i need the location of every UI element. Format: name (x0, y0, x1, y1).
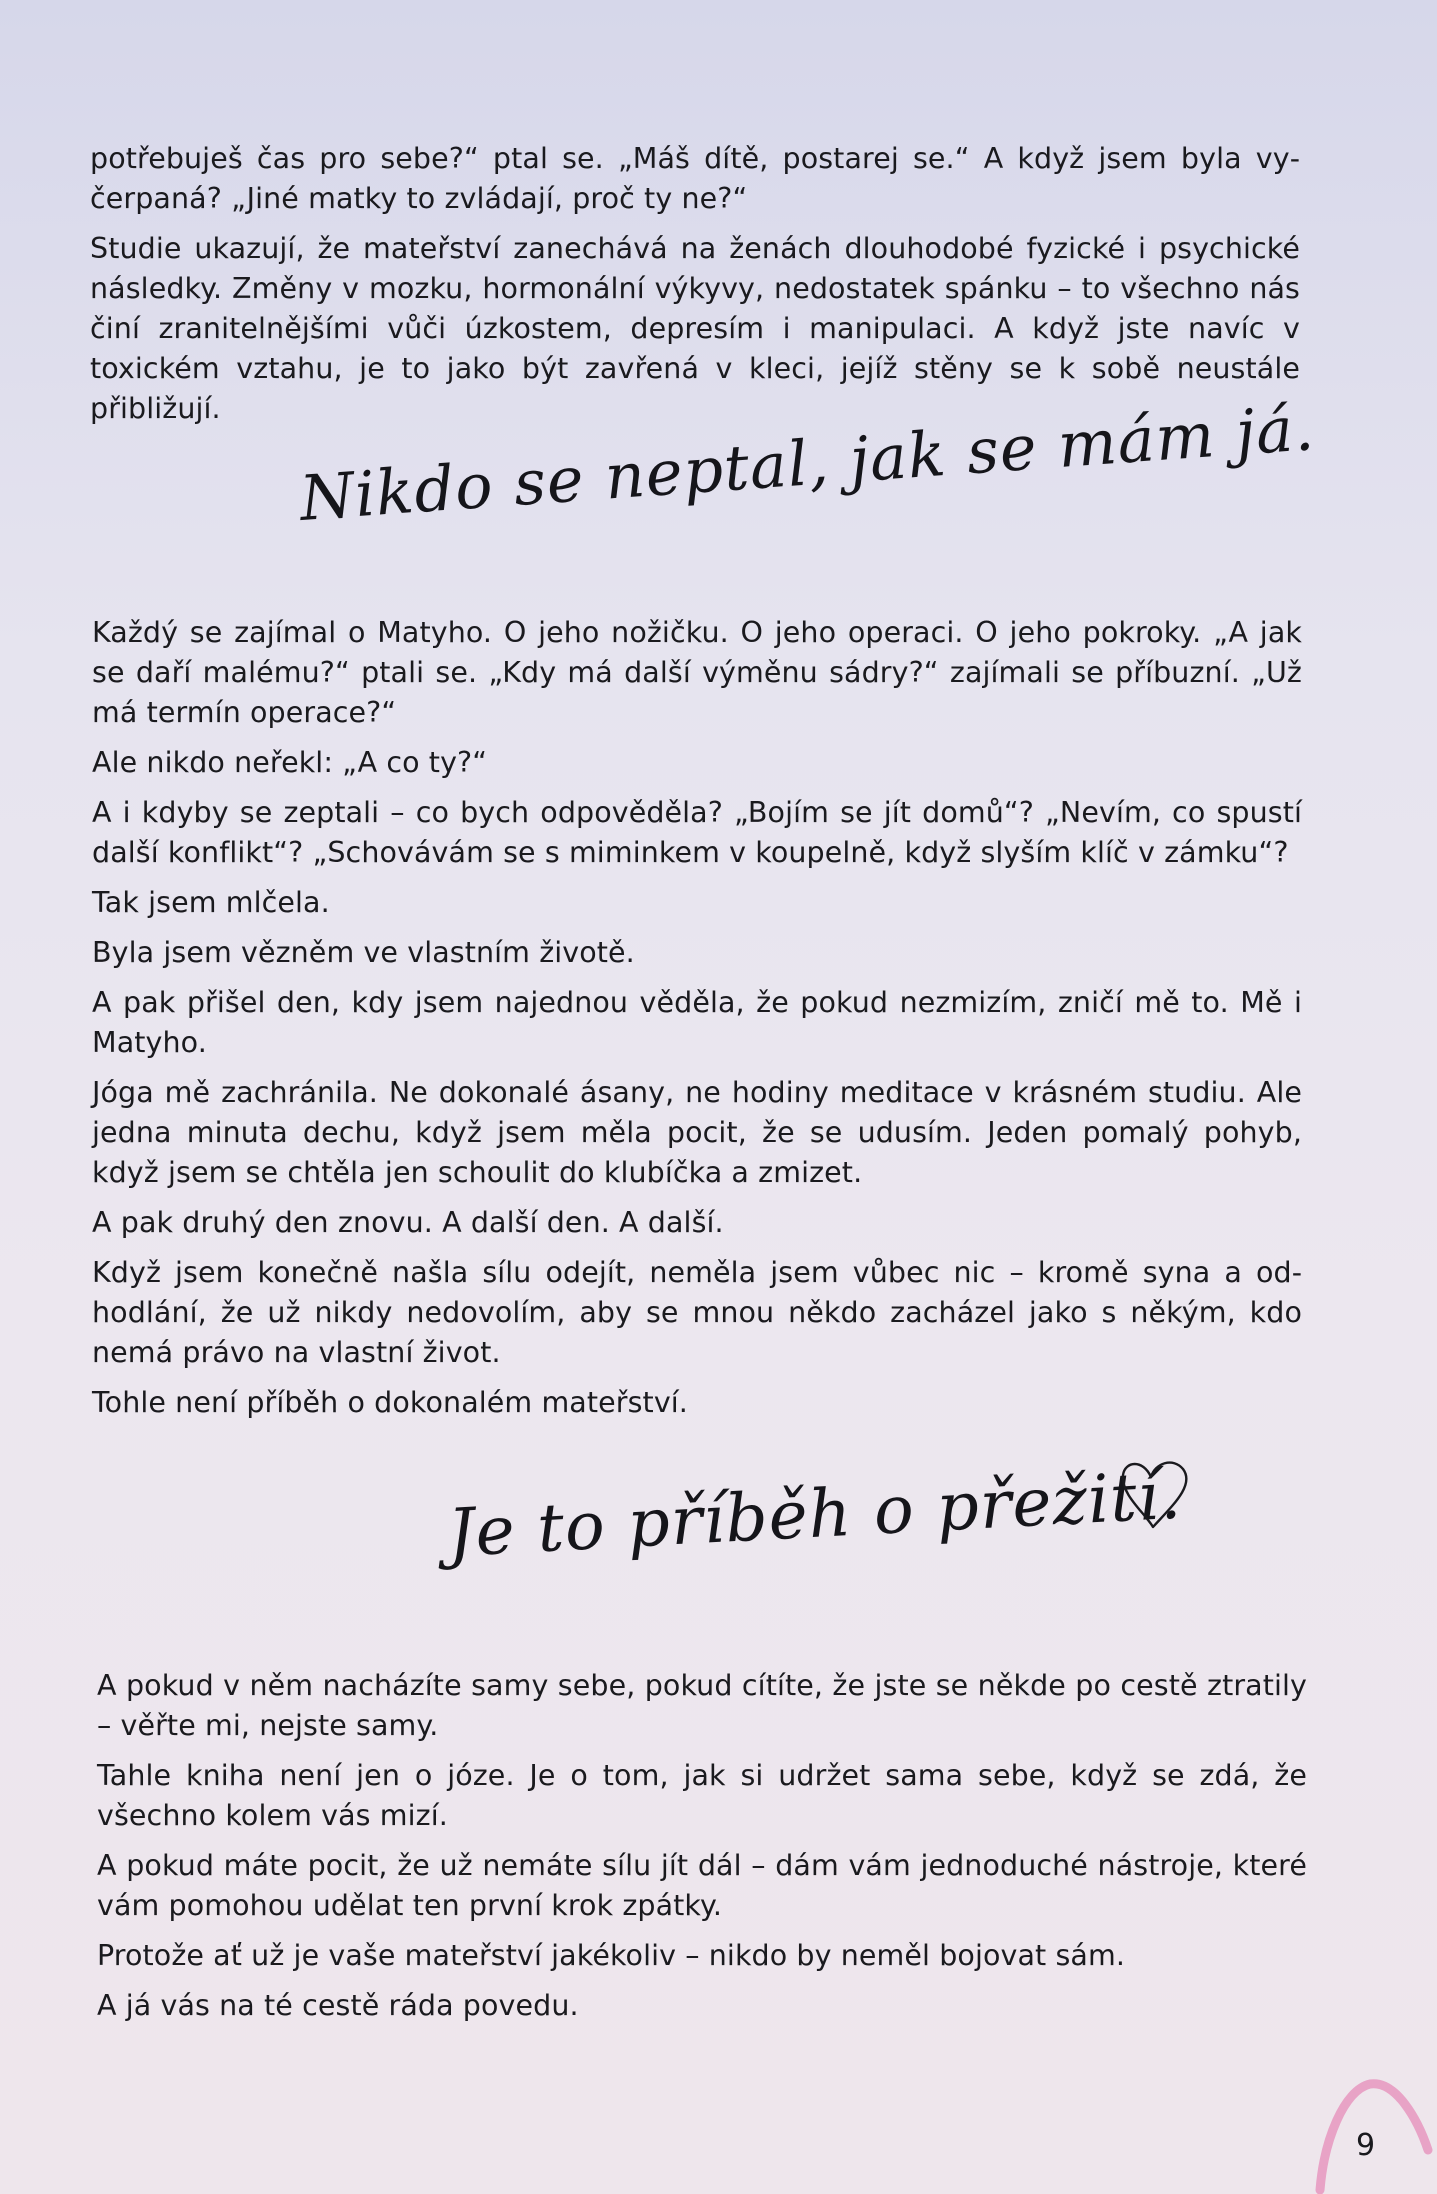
paragraph: Studie ukazují, že mateřství zanechává na ženách dlouhodobé fyzické i psychické následky. Změny v mozku, hormonální výkyvy, nedostatek spánku – to všechno nás činí zranitelnějšími vůči úzkostem, depresím i manipulaci. A když jste navíc v toxickém vztahu, je to jako být zavřená v kleci, jejíž stěny se k sobě neustále přibližují. (90, 232, 1300, 425)
text-section-2 (92, 613, 1302, 1433)
handwritten-quote-2: Je to příběh o přežití. (445, 1456, 1184, 1572)
paragraph: A pak přišel den, kdy jsem najednou věděla, že pokud nezmizím, zničí mě to. Mě i Matyho. (92, 986, 1302, 1059)
paragraph: Když jsem konečně našla sílu odejít, neměla jsem vůbec nic – kromě syna a odhodlání, že už nikdy nedovolím, aby se mnou někdo zacházel jako s někým, kdo nemá právo na vlastní život. (92, 1256, 1302, 1369)
paragraph: Tak jsem mlčela. (92, 886, 330, 919)
paragraph: Byla jsem vězněm ve vlastním životě. (92, 936, 635, 969)
heart-doodle-icon (1115, 1455, 1195, 1535)
paragraph: Ale nikdo neřekl: „A co ty?“ (92, 746, 488, 779)
page-number: 9 (1356, 2128, 1376, 2163)
paragraph: A já vás na té cestě ráda povedu. (97, 1989, 579, 2022)
paragraph: A pokud v něm nacházíte samy sebe, pokud cítíte, že jste se někde po cestě ztratily – věřte mi, nejste samy. (97, 1669, 1307, 1742)
paragraph: Tahle kniha není jen o józe. Je o tom, jak si udržet sama sebe, když se zdá, že všechno kolem vás mizí. (97, 1759, 1307, 1832)
paragraph: Protože ať už je vaše mateřství jakékoliv – nikdo by neměl bojovat sám. (97, 1939, 1126, 1972)
paragraph: Tohle není příběh o dokonalém mateřství. (92, 1386, 688, 1419)
paragraph: potřebuješ čas pro sebe?“ ptal se. „Máš dítě, postarej se.“ A když jsem byla vyčerpaná? „Jiné matky to zvládají, proč ty ne?“ (90, 142, 1300, 215)
paragraph: A pokud máte pocit, že už nemáte sílu jít dál – dám vám jednoduché nástroje, které vám pomohou udělat ten první krok zpátky. (97, 1849, 1307, 1922)
paragraph: Jóga mě zachránila. Ne dokonalé ásany, ne hodiny meditace v krásném studiu. Ale jedna minuta dechu, když jsem měla pocit, že se udusím. Jeden pomalý pohyb, když jsem se chtěla jen schoulit do klubíčka a zmizet. (92, 1076, 1302, 1189)
paragraph: A i kdyby se zeptali – co bych odpověděla? „Bojím se jít domů“? „Nevím, co spustí další konflikt“? „Schovávám se s miminkem v koupelně, když slyším klíč v zámku“? (92, 796, 1302, 869)
handwritten-quote-1: Nikdo se neptal, jak se mám já. (297, 391, 1317, 535)
text-section-3 (97, 1666, 1307, 2036)
text-section-1 (90, 139, 1300, 439)
paragraph: A pak druhý den znovu. A další den. A další. (92, 1206, 724, 1239)
paragraph: Každý se zajímal o Matyho. O jeho nožičku. O jeho operaci. O jeho pokroky. „A jak se daří malému?“ ptali se. „Kdy má další výměnu sádry?“ zajímali se příbuzní. „Už má termín operace?“ (92, 616, 1302, 729)
